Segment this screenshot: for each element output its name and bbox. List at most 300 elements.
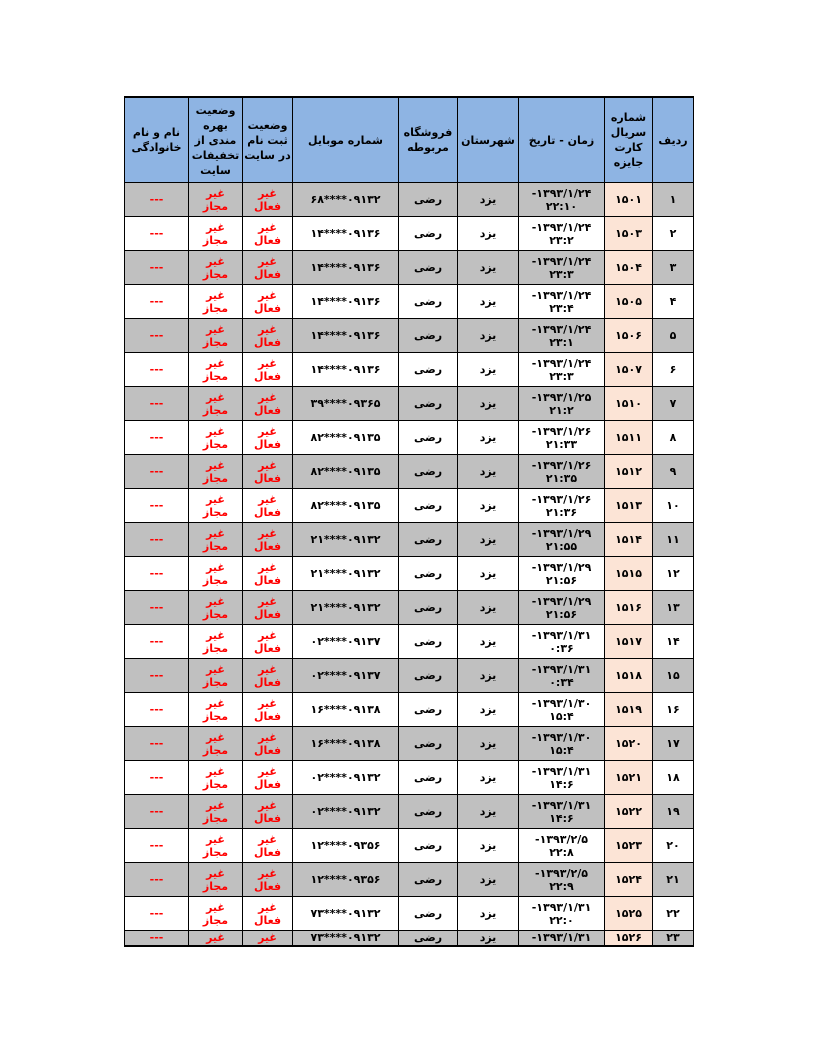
name-text: ---	[149, 805, 164, 818]
reg-status-line2: فعال	[253, 539, 282, 553]
time-text: ۱۵:۴	[549, 743, 574, 757]
discount-status-line1: غیر	[206, 594, 225, 608]
reg-status-line1: غیر	[258, 662, 277, 676]
serial-number: ۱۵۲۶	[615, 931, 642, 944]
serial-cell	[605, 795, 653, 829]
city-text: یزد	[479, 397, 497, 410]
datetime-cell	[519, 897, 605, 931]
mobile-text: ۰۹۱۳۶****۱۴	[310, 261, 381, 274]
discount-status-cell	[189, 455, 243, 489]
datetime-cell	[519, 353, 605, 387]
mobile-text: ۰۹۱۳۷****۰۲	[310, 669, 381, 682]
row-number: ۱۷	[666, 737, 680, 750]
reg-status-line2: فعال	[253, 369, 282, 383]
serial-number: ۱۵۰۱	[615, 193, 642, 206]
name-cell	[125, 387, 189, 421]
date-text: ۱۳۹۳/۱/۲۶-	[531, 458, 592, 472]
discount-status-line2: مجاز	[202, 403, 229, 417]
serial-number: ۱۵۲۲	[615, 805, 642, 818]
store-cell	[399, 251, 458, 285]
row-number-cell	[653, 659, 694, 693]
name-cell	[125, 727, 189, 761]
row-number: ۱۰	[666, 499, 680, 512]
reg-status-line2: فعال	[253, 233, 282, 247]
reg-status-cell	[243, 251, 293, 285]
serial-number: ۱۵۲۴	[615, 873, 642, 886]
store-text: رضی	[413, 193, 443, 206]
row-number-cell	[653, 455, 694, 489]
store-text: رضی	[413, 533, 443, 546]
reg-status-cell	[243, 489, 293, 523]
store-cell	[399, 523, 458, 557]
name-text: ---	[149, 669, 164, 682]
discount-status-line1: غیر	[206, 356, 225, 370]
name-text: ---	[149, 737, 164, 750]
datetime-cell	[519, 455, 605, 489]
row-number: ۱۵	[666, 669, 680, 682]
serial-number: ۱۵۰۳	[615, 227, 642, 240]
datetime-cell	[519, 761, 605, 795]
reg-status-line1: غیر	[258, 390, 277, 404]
serial-number: ۱۵۱۳	[615, 499, 642, 512]
store-cell	[399, 693, 458, 727]
discount-status-line2: مجاز	[202, 471, 229, 485]
serial-number: ۱۵۲۱	[615, 771, 642, 784]
city-cell	[458, 761, 519, 795]
store-cell	[399, 897, 458, 931]
row-number: ۱۸	[666, 771, 680, 784]
row-number-cell	[653, 353, 694, 387]
mobile-text: ۰۹۱۳۲****۷۳	[310, 931, 381, 944]
discount-status-line1: غیر	[206, 730, 225, 744]
serial-cell	[605, 557, 653, 591]
reg-status-line2: فعال	[253, 199, 282, 213]
row-number: ۲۳	[666, 931, 680, 944]
name-text: ---	[149, 907, 164, 920]
reg-status-line2: فعال	[253, 913, 282, 927]
mobile-cell	[293, 761, 399, 795]
mobile-cell	[293, 557, 399, 591]
store-cell	[399, 761, 458, 795]
reg-status-line1: غیر	[258, 288, 277, 302]
reg-status-line2: فعال	[253, 811, 282, 825]
city-text: یزد	[479, 261, 497, 274]
city-cell	[458, 489, 519, 523]
mobile-text: ۰۹۱۳۶****۱۴	[310, 227, 381, 240]
row-number: ۱۳	[666, 601, 680, 614]
time-text: ۲۳:۳	[549, 267, 574, 281]
mobile-cell	[293, 183, 399, 217]
store-text: رضی	[413, 931, 443, 944]
serial-cell	[605, 931, 653, 947]
discount-status-line2: مجاز	[202, 607, 229, 621]
datetime-cell	[519, 693, 605, 727]
name-cell	[125, 353, 189, 387]
row-number: ۱۹	[666, 805, 680, 818]
mobile-cell	[293, 829, 399, 863]
store-cell	[399, 659, 458, 693]
time-text: ۲۲:۹	[549, 879, 574, 893]
name-text: ---	[149, 295, 164, 308]
name-cell	[125, 557, 189, 591]
city-text: یزد	[479, 499, 497, 512]
reg-status-line2: فعال	[253, 301, 282, 315]
store-text: رضی	[413, 737, 443, 750]
mobile-cell	[293, 489, 399, 523]
date-text: ۱۳۹۳/۱/۲۹-	[531, 526, 592, 540]
name-text: ---	[149, 771, 164, 784]
reg-status-line1: غیر	[258, 458, 277, 472]
reg-status-line1: غیر	[258, 628, 277, 642]
serial-cell	[605, 353, 653, 387]
name-cell	[125, 693, 189, 727]
reg-status-line2: فعال	[253, 505, 282, 519]
store-cell	[399, 795, 458, 829]
store-cell	[399, 455, 458, 489]
date-text: ۱۳۹۳/۲/۵-	[535, 866, 588, 880]
name-text: ---	[149, 567, 164, 580]
city-text: یزد	[479, 465, 497, 478]
header-discount-status: وضعیت بهره مندی از تخفیفات سایت	[189, 97, 243, 183]
serial-number: ۱۵۱۸	[615, 669, 642, 682]
table-row	[125, 353, 694, 387]
reg-status-cell	[243, 421, 293, 455]
reg-status-cell	[243, 319, 293, 353]
reg-status-cell	[243, 625, 293, 659]
discount-status-line1: غیر	[206, 288, 225, 302]
date-text: ۱۳۹۳/۱/۲۴-	[531, 288, 592, 302]
name-cell	[125, 217, 189, 251]
table-row	[125, 489, 694, 523]
mobile-cell	[293, 863, 399, 897]
store-text: رضی	[413, 805, 443, 818]
table-row	[125, 523, 694, 557]
store-text: رضی	[413, 397, 443, 410]
row-number: ۹	[669, 465, 677, 478]
table-row	[125, 217, 694, 251]
store-cell	[399, 217, 458, 251]
name-cell	[125, 421, 189, 455]
city-cell	[458, 693, 519, 727]
discount-status-cell	[189, 421, 243, 455]
row-number: ۷	[669, 397, 677, 410]
store-cell	[399, 285, 458, 319]
time-text: ۲۳:۲	[549, 233, 574, 247]
discount-status-line1: غیر	[206, 628, 225, 642]
serial-cell	[605, 285, 653, 319]
discount-status-line1: غیر	[206, 492, 225, 506]
datetime-cell	[519, 625, 605, 659]
serial-number: ۱۵۱۰	[615, 397, 642, 410]
row-number-cell	[653, 217, 694, 251]
discount-status-line2: مجاز	[202, 233, 229, 247]
discount-status-line2: مجاز	[202, 301, 229, 315]
time-text: ۲۱:۲	[549, 403, 574, 417]
store-cell	[399, 931, 458, 947]
city-cell	[458, 727, 519, 761]
datetime-cell	[519, 557, 605, 591]
serial-cell	[605, 625, 653, 659]
header-row	[125, 97, 694, 183]
city-text: یزد	[479, 703, 497, 716]
city-text: یزد	[479, 669, 497, 682]
name-cell	[125, 897, 189, 931]
reg-status-cell	[243, 693, 293, 727]
mobile-cell	[293, 897, 399, 931]
store-text: رضی	[413, 329, 443, 342]
serial-number: ۱۵۰۵	[615, 295, 642, 308]
city-cell	[458, 591, 519, 625]
reg-status-cell	[243, 353, 293, 387]
reg-status-line2: فعال	[253, 777, 282, 791]
table-row	[125, 421, 694, 455]
reg-status-line1: غیر	[258, 594, 277, 608]
name-text: ---	[149, 635, 164, 648]
store-cell	[399, 863, 458, 897]
row-number-cell	[653, 931, 694, 947]
reg-status-line2: فعال	[253, 675, 282, 689]
serial-cell	[605, 727, 653, 761]
name-text: ---	[149, 465, 164, 478]
reg-status-line1: غیر	[258, 866, 277, 880]
city-cell	[458, 387, 519, 421]
mobile-text: ۰۹۳۵۶****۱۲	[310, 873, 381, 886]
serial-number: ۱۵۱۱	[615, 431, 642, 444]
reg-status-cell	[243, 387, 293, 421]
discount-status-line2: مجاز	[202, 199, 229, 213]
table-row	[125, 829, 694, 863]
mobile-cell	[293, 251, 399, 285]
row-number-cell	[653, 489, 694, 523]
reg-status-cell	[243, 659, 293, 693]
serial-cell	[605, 591, 653, 625]
row-number-cell	[653, 183, 694, 217]
discount-status-cell	[189, 217, 243, 251]
date-text: ۱۳۹۳/۱/۲۴-	[531, 186, 592, 200]
mobile-text: ۰۹۳۵۶****۱۲	[310, 839, 381, 852]
date-text: ۱۳۹۳/۱/۲۶-	[531, 492, 592, 506]
mobile-text: ۰۹۱۳۲****۲۱	[310, 601, 381, 614]
row-number-cell	[653, 829, 694, 863]
table-row	[125, 557, 694, 591]
row-number-cell	[653, 387, 694, 421]
store-text: رضی	[413, 669, 443, 682]
serial-cell	[605, 693, 653, 727]
date-text: ۱۳۹۳/۱/۲۹-	[531, 594, 592, 608]
city-cell	[458, 353, 519, 387]
serial-number: ۱۵۱۲	[615, 465, 642, 478]
name-cell	[125, 489, 189, 523]
date-text: ۱۳۹۳/۱/۳۱-	[531, 931, 592, 944]
header-mobile: شماره موبایل	[293, 97, 399, 183]
discount-status-line1: غیر	[206, 866, 225, 880]
discount-status-line1: غیر	[206, 900, 225, 914]
store-text: رضی	[413, 567, 443, 580]
discount-status-cell	[189, 591, 243, 625]
discount-status-cell	[189, 489, 243, 523]
city-text: یزد	[479, 193, 497, 206]
header-store: فروشگاه مربوطه	[399, 97, 458, 183]
mobile-cell	[293, 931, 399, 947]
discount-status-line2: مجاز	[202, 437, 229, 451]
city-cell	[458, 897, 519, 931]
name-cell	[125, 931, 189, 947]
reg-status-line1: غیر	[258, 254, 277, 268]
city-text: یزد	[479, 329, 497, 342]
reg-status-cell	[243, 727, 293, 761]
city-cell	[458, 421, 519, 455]
mobile-text: ۰۹۱۳۵****۸۲	[310, 431, 381, 444]
store-cell	[399, 183, 458, 217]
header-serial: شماره سریال کارت جایزه	[605, 97, 653, 183]
serial-number: ۱۵۱۵	[615, 567, 642, 580]
reg-status-line1: غیر	[258, 186, 277, 200]
serial-number: ۱۵۱۹	[615, 703, 642, 716]
reg-status-cell	[243, 897, 293, 931]
table-row	[125, 727, 694, 761]
datetime-cell	[519, 285, 605, 319]
table-row	[125, 183, 694, 217]
store-cell	[399, 353, 458, 387]
reg-status-cell	[243, 523, 293, 557]
store-text: رضی	[413, 771, 443, 784]
discount-status-line1: غیر	[206, 220, 225, 234]
discount-status-line2: مجاز	[202, 811, 229, 825]
row-number: ۱	[669, 193, 677, 206]
name-cell	[125, 591, 189, 625]
discount-status-cell	[189, 863, 243, 897]
reg-status-line1: غیر	[258, 356, 277, 370]
table-row	[125, 591, 694, 625]
row-number-cell	[653, 897, 694, 931]
discount-status-line1: غیر	[206, 458, 225, 472]
reg-status-line1: غیر	[258, 220, 277, 234]
reg-status-cell	[243, 829, 293, 863]
reg-status-line2: فعال	[253, 743, 282, 757]
reg-status-cell	[243, 795, 293, 829]
serial-cell	[605, 523, 653, 557]
mobile-cell	[293, 421, 399, 455]
name-text: ---	[149, 703, 164, 716]
datetime-cell	[519, 523, 605, 557]
datetime-cell	[519, 421, 605, 455]
datetime-cell	[519, 829, 605, 863]
mobile-cell	[293, 659, 399, 693]
discount-status-line2: مجاز	[202, 369, 229, 383]
store-text: رضی	[413, 601, 443, 614]
date-text: ۱۳۹۳/۱/۳۱-	[531, 798, 592, 812]
reg-status-line2: فعال	[253, 403, 282, 417]
mobile-text: ۰۹۱۳۵****۸۲	[310, 499, 381, 512]
name-cell	[125, 251, 189, 285]
mobile-cell	[293, 285, 399, 319]
reg-status-line2: فعال	[253, 845, 282, 859]
discount-status-cell	[189, 727, 243, 761]
discount-status-cell	[189, 251, 243, 285]
date-text: ۱۳۹۳/۱/۲۹-	[531, 560, 592, 574]
row-number-cell	[653, 421, 694, 455]
name-cell	[125, 285, 189, 319]
city-text: یزد	[479, 931, 497, 944]
reg-status-line2: فعال	[253, 607, 282, 621]
date-text: ۱۳۹۳/۲/۵-	[535, 832, 588, 846]
mobile-cell	[293, 353, 399, 387]
mobile-text: ۰۹۳۶۵****۳۹	[310, 397, 381, 410]
reg-status-line1: غیر	[258, 798, 277, 812]
table-row	[125, 761, 694, 795]
mobile-text: ۰۹۱۳۶****۱۴	[310, 363, 381, 376]
reg-status-line1: غیر	[258, 560, 277, 574]
discount-status-line1: غیر	[206, 424, 225, 438]
time-text: ۱۴:۶	[549, 811, 574, 825]
city-text: یزد	[479, 907, 497, 920]
name-cell	[125, 761, 189, 795]
mobile-cell	[293, 523, 399, 557]
row-number: ۱۴	[666, 635, 680, 648]
row-number-cell	[653, 727, 694, 761]
mobile-cell	[293, 455, 399, 489]
table-row	[125, 455, 694, 489]
reg-status-line2: فعال	[253, 471, 282, 485]
row-number: ۱۱	[666, 533, 680, 546]
name-text: ---	[149, 363, 164, 376]
datetime-cell	[519, 251, 605, 285]
reg-status-line1: غیر	[258, 832, 277, 846]
serial-number: ۱۵۲۵	[615, 907, 642, 920]
mobile-text: ۰۹۱۳۸****۱۶	[310, 737, 381, 750]
mobile-text: ۰۹۱۳۲****۰۲	[310, 771, 381, 784]
reg-status-line2: فعال	[253, 709, 282, 723]
table-row	[125, 319, 694, 353]
discount-status-line2: مجاز	[202, 879, 229, 893]
discount-status-cell	[189, 557, 243, 591]
date-text: ۱۳۹۳/۱/۳۱-	[531, 662, 592, 676]
reg-status-cell	[243, 931, 293, 947]
time-text: ۰:۳۴	[549, 675, 574, 689]
date-text: ۱۳۹۳/۱/۲۴-	[531, 254, 592, 268]
time-text: ۲۲:۱۰	[545, 199, 578, 213]
time-text: ۲۳:۳	[549, 369, 574, 383]
reg-status-cell	[243, 863, 293, 897]
discount-status-cell	[189, 659, 243, 693]
city-text: یزد	[479, 635, 497, 648]
time-text: ۲۱:۵۵	[545, 539, 578, 553]
row-number: ۱۶	[666, 703, 680, 716]
prize-card-table	[124, 96, 694, 947]
city-cell	[458, 251, 519, 285]
serial-number: ۱۵۲۰	[615, 737, 642, 750]
header-name: نام و نام خانوادگی	[125, 97, 189, 183]
mobile-text: ۰۹۱۳۲****۲۱	[310, 567, 381, 580]
name-text: ---	[149, 431, 164, 444]
city-text: یزد	[479, 567, 497, 580]
reg-status-line2: فعال	[253, 437, 282, 451]
name-cell	[125, 183, 189, 217]
serial-cell	[605, 183, 653, 217]
discount-status-line1: غیر	[206, 254, 225, 268]
discount-status-line2: مجاز	[202, 777, 229, 791]
discount-status-line1: غیر	[206, 798, 225, 812]
store-cell	[399, 727, 458, 761]
serial-number: ۱۵۲۳	[615, 839, 642, 852]
table-body	[125, 183, 694, 947]
store-text: رضی	[413, 227, 443, 240]
discount-status-cell	[189, 183, 243, 217]
row-number: ۵	[669, 329, 677, 342]
table-row	[125, 659, 694, 693]
city-cell	[458, 455, 519, 489]
discount-status-cell	[189, 931, 243, 947]
